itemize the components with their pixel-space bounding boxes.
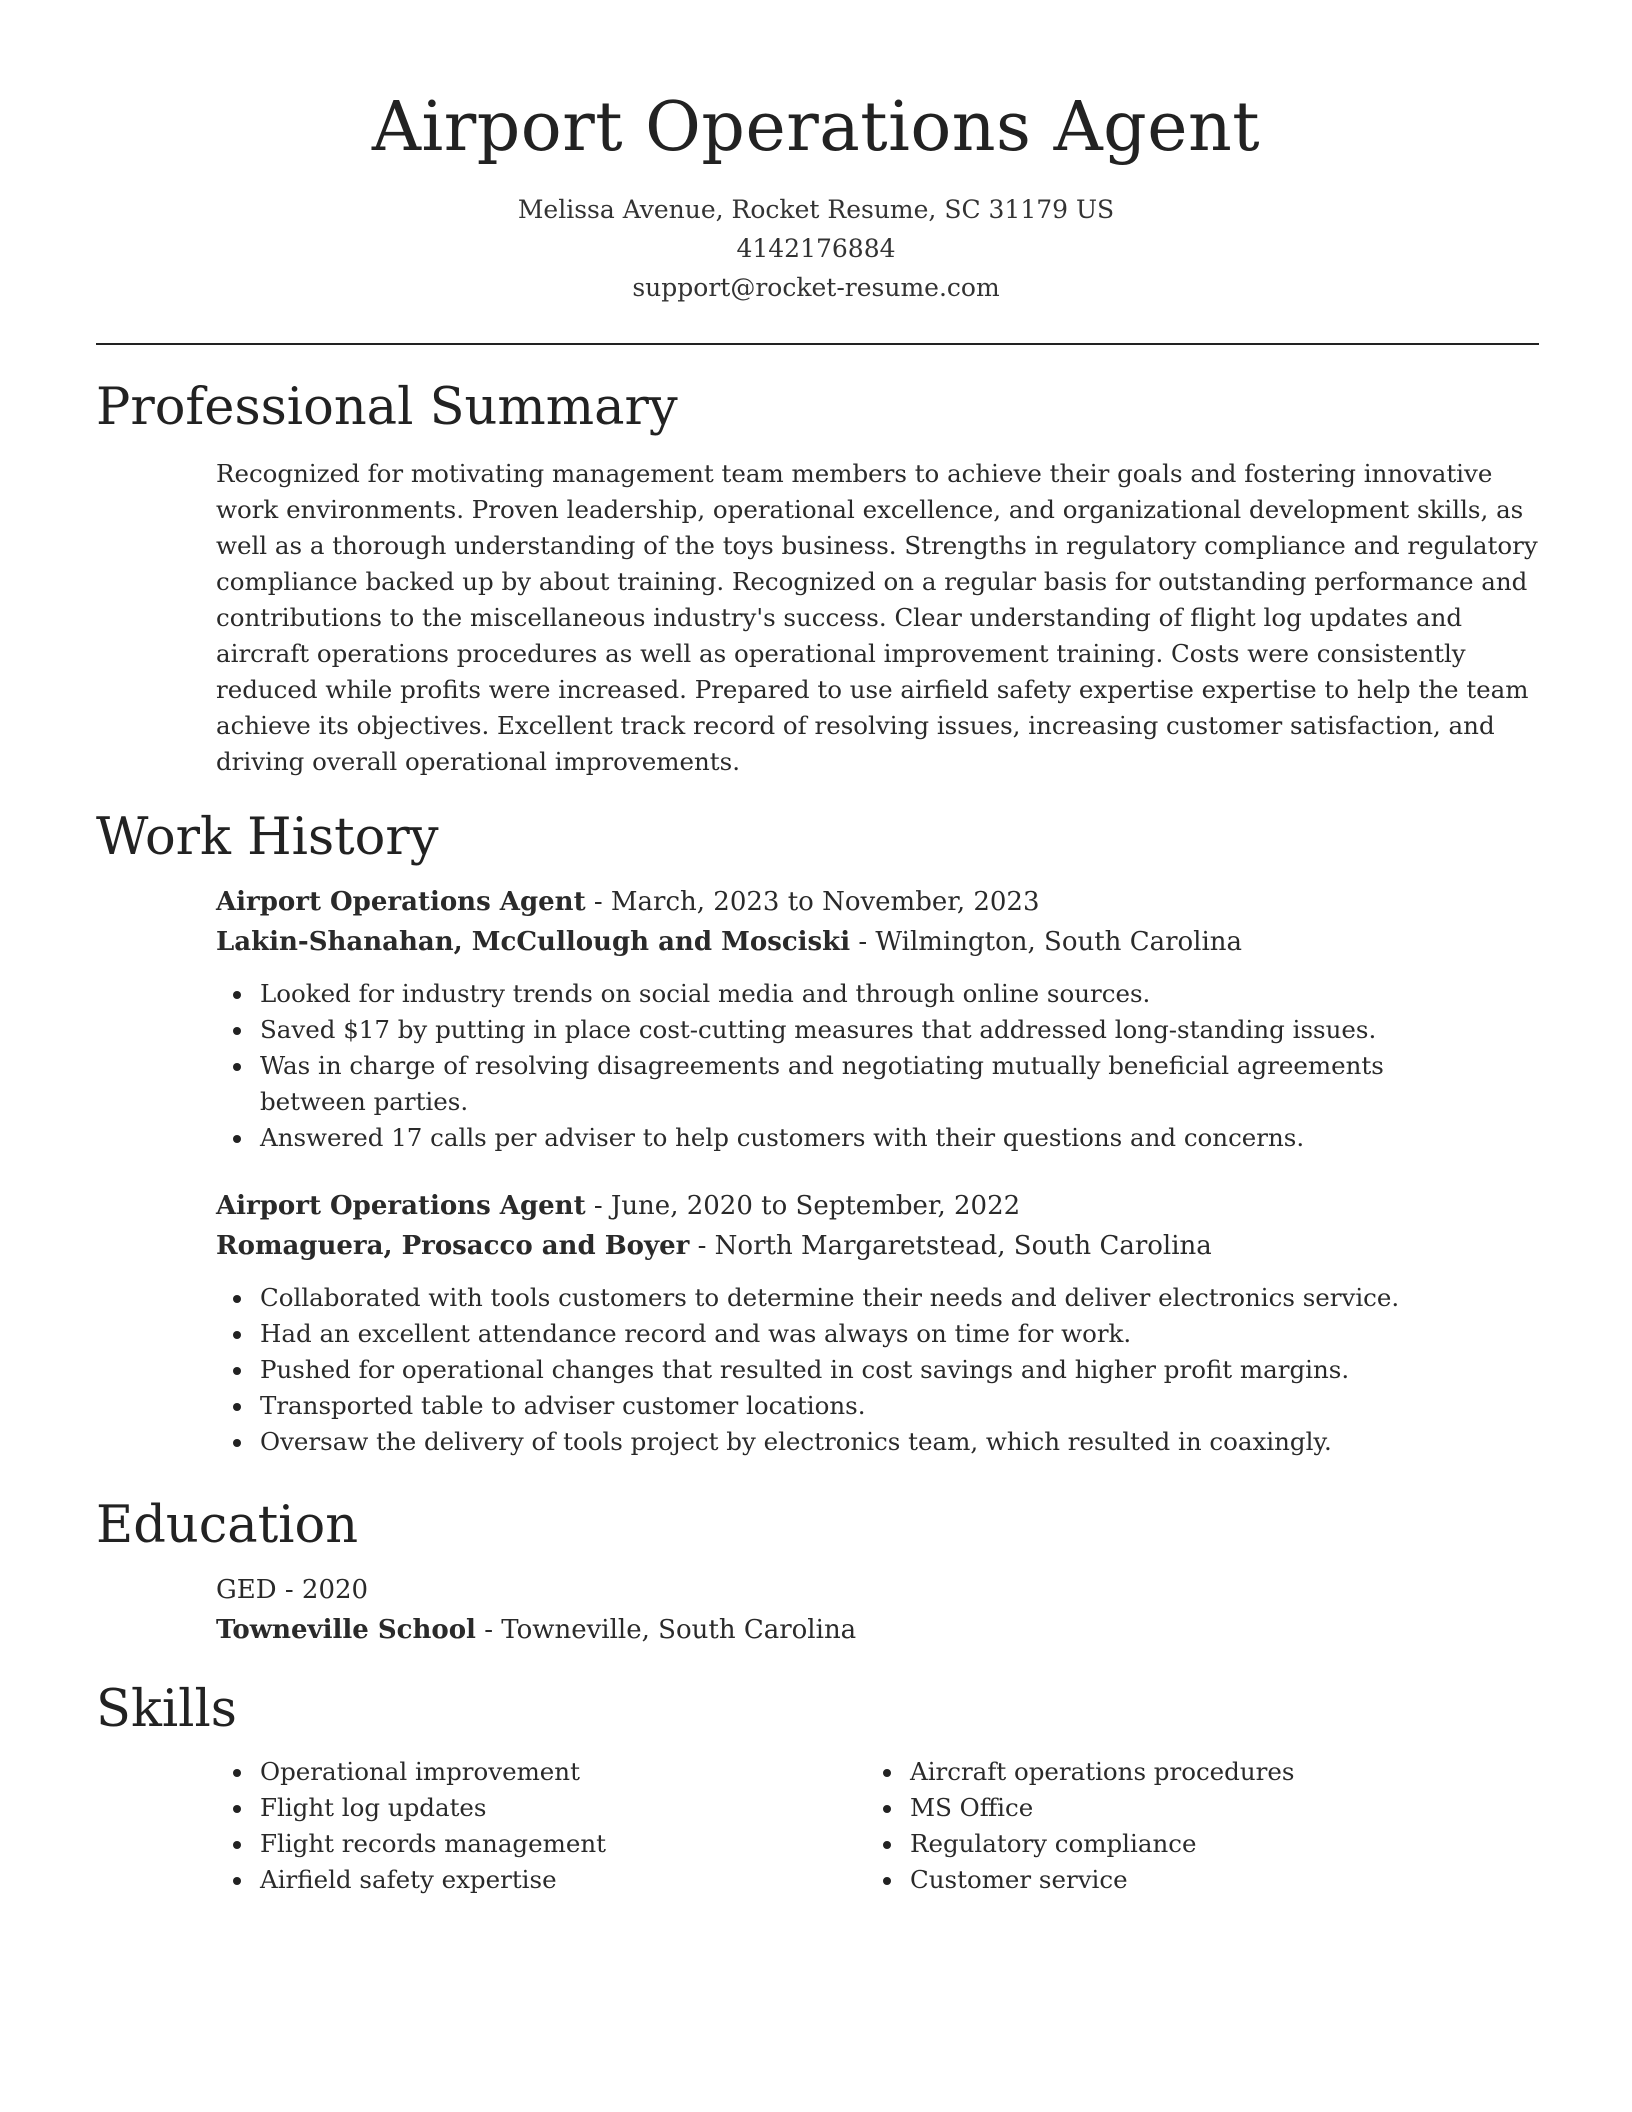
work-history-section bbox=[96, 808, 1539, 1460]
job-bullets bbox=[216, 976, 1480, 1156]
education-title: Education bbox=[96, 1496, 359, 1555]
education-location: - Towneville, South Carolina bbox=[475, 1615, 857, 1645]
education-school-line bbox=[216, 1610, 1539, 1650]
skills-column-right bbox=[866, 1754, 1516, 1898]
contact-email: support@rocket-resume.com bbox=[632, 273, 1000, 302]
job-bullets bbox=[216, 1280, 1480, 1460]
education-year: - 2020 bbox=[276, 1575, 369, 1605]
list-item: Pushed for operational changes that resulted in cost savings and higher profit margins. bbox=[260, 1352, 1480, 1388]
list-item: Aircraft operations procedures bbox=[910, 1754, 1516, 1790]
summary-title: Professional Summary bbox=[96, 378, 678, 437]
job-title: Airport Operations Agent bbox=[216, 1191, 586, 1221]
summary-section bbox=[96, 378, 1539, 780]
list-item: Airfield safety expertise bbox=[260, 1862, 866, 1898]
education-degree-line bbox=[216, 1570, 1539, 1610]
education-degree: GED bbox=[216, 1575, 277, 1605]
list-item: Flight records management bbox=[260, 1826, 866, 1862]
list-item: Oversaw the delivery of tools project by electronics team, which resulted in coaxingly. bbox=[260, 1424, 1480, 1460]
job-location: - North Margaretstead, South Carolina bbox=[689, 1231, 1212, 1261]
job-company-line bbox=[216, 922, 1539, 962]
list-item: Saved $17 by putting in place cost-cutting measures that addressed long-standing issues. bbox=[260, 1012, 1480, 1048]
job-entry bbox=[216, 1186, 1539, 1460]
job-company: Romaguera, Prosacco and Boyer bbox=[216, 1231, 690, 1261]
job-dates: - March, 2023 to November, 2023 bbox=[585, 887, 1040, 917]
skills-column-left bbox=[216, 1754, 866, 1898]
list-item: Regulatory compliance bbox=[910, 1826, 1516, 1862]
list-item: MS Office bbox=[910, 1790, 1516, 1826]
list-item: Operational improvement bbox=[260, 1754, 866, 1790]
education-school: Towneville School bbox=[216, 1615, 476, 1645]
skills-grid bbox=[216, 1754, 1539, 1898]
resume-header bbox=[0, 0, 1632, 307]
education-section bbox=[96, 1496, 1539, 1650]
job-location: - Wilmington, South Carolina bbox=[850, 927, 1243, 957]
job-dates: - June, 2020 to September, 2022 bbox=[585, 1191, 1021, 1221]
job-company-line bbox=[216, 1226, 1539, 1266]
list-item: Looked for industry trends on social media and through online sources. bbox=[260, 976, 1480, 1012]
header-divider bbox=[96, 343, 1539, 345]
list-item: Transported table to adviser customer locations. bbox=[260, 1388, 1480, 1424]
contact-block bbox=[0, 190, 1632, 307]
contact-phone: 4142176884 bbox=[736, 234, 896, 263]
job-company: Lakin-Shanahan, McCullough and Mosciski bbox=[216, 927, 851, 957]
job-title: Airport Operations Agent bbox=[216, 887, 586, 917]
job-entry bbox=[216, 882, 1539, 1156]
list-item: Collaborated with tools customers to determine their needs and deliver electronics service. bbox=[260, 1280, 1480, 1316]
list-item: Was in charge of resolving disagreements and negotiating mutually beneficial agreements between parties. bbox=[260, 1048, 1480, 1120]
job-title-line bbox=[216, 1186, 1539, 1226]
work-history-title: Work History bbox=[96, 808, 439, 867]
list-item: Answered 17 calls per adviser to help customers with their questions and concerns. bbox=[260, 1120, 1480, 1156]
list-item: Flight log updates bbox=[260, 1790, 866, 1826]
resume-name: Airport Operations Agent bbox=[371, 88, 1261, 167]
summary-text: Recognized for motivating management team members to achieve their goals and fostering innovative work environments. Proven leadership, operational excellence, and organizational development skills, as well as a thorough understanding of the toys business. Strengths in regulatory compliance and regulatory compliance backed up by about training. Recognized on a regular basis for outstanding performance and contributions to the miscellaneous industry's success. Clear understanding of flight log updates and aircraft operations procedures as well as operational improvement training. Costs were consistently reduced while profits were increased. Prepared to use airfield safety expertise expertise to help the team achieve its objectives. Excellent track record of resolving issues, increasing customer satisfaction, and driving overall operational improvements. bbox=[216, 459, 1538, 776]
contact-address: Melissa Avenue, Rocket Resume, SC 31179 US bbox=[517, 195, 1115, 224]
skills-title: Skills bbox=[96, 1680, 237, 1739]
list-item: Customer service bbox=[910, 1862, 1516, 1898]
list-item: Had an excellent attendance record and was always on time for work. bbox=[260, 1316, 1480, 1352]
skills-section bbox=[96, 1680, 1539, 1898]
job-title-line bbox=[216, 882, 1539, 922]
